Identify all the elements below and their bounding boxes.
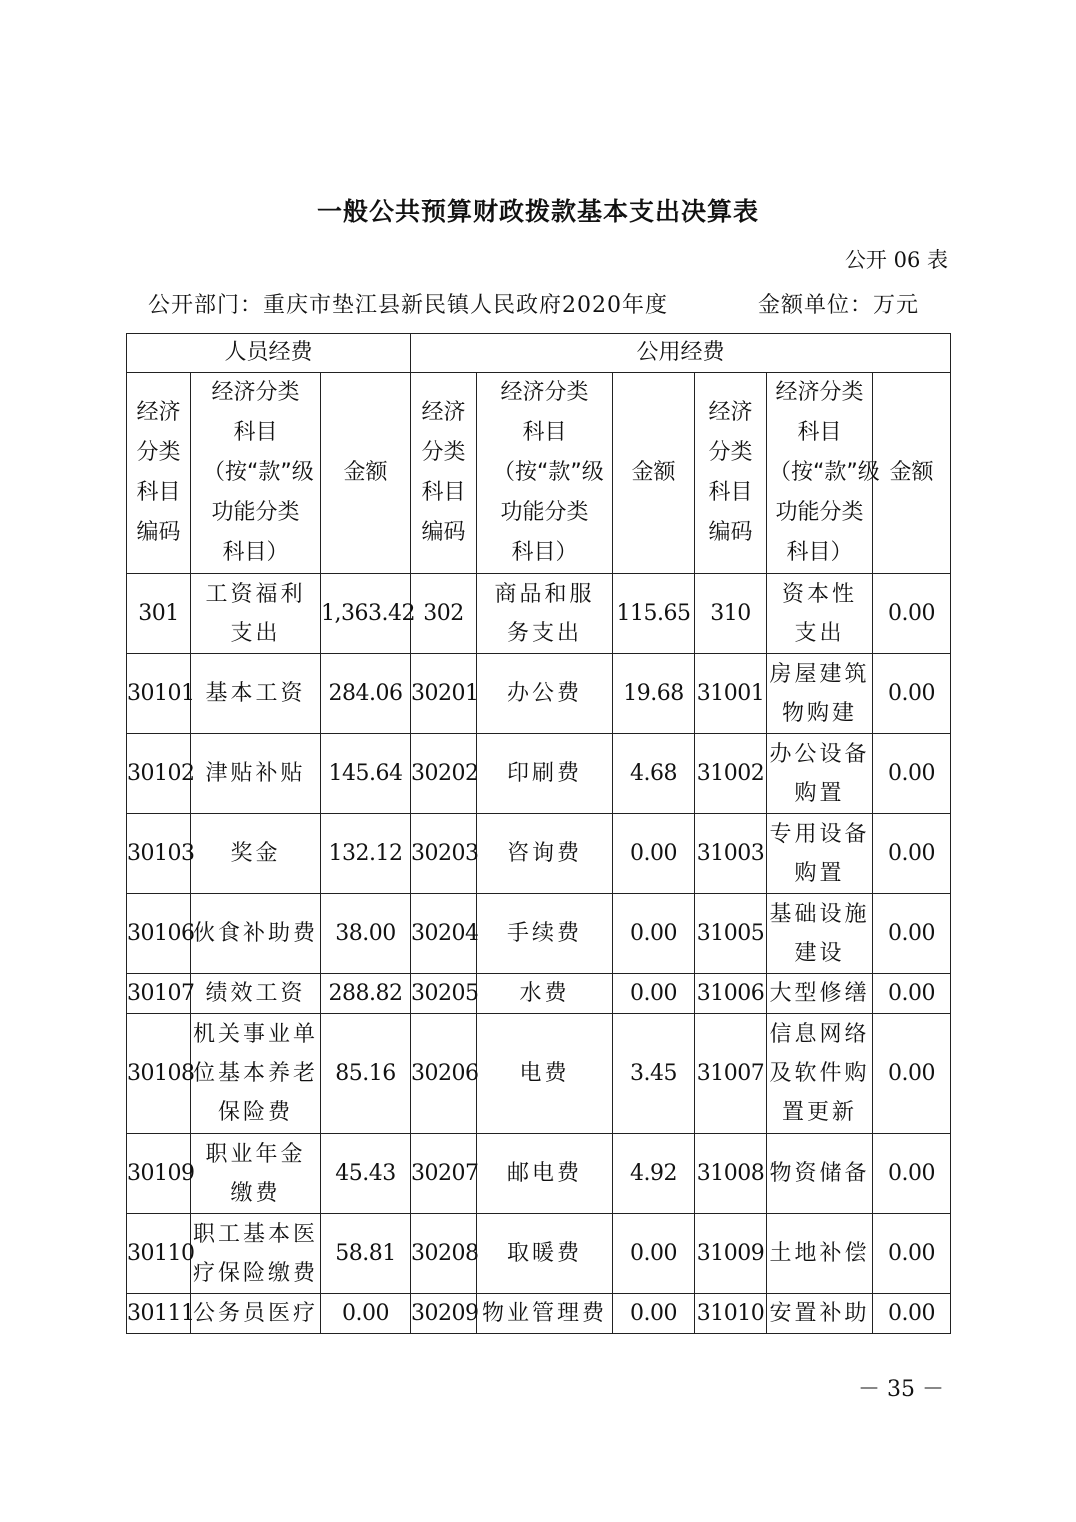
amount-cell: 58.81 bbox=[321, 1214, 411, 1294]
name-cell: 大型修缮 bbox=[767, 974, 873, 1014]
name-cell: 手续费 bbox=[477, 894, 613, 974]
header-code: 经济分类科目编码 bbox=[127, 373, 191, 574]
name-cell: 专用设备购置 bbox=[767, 814, 873, 894]
name-cell: 伙食补助费 bbox=[191, 894, 321, 974]
header-name: 经济分类科目（按“款”级功能分类科目） bbox=[767, 373, 873, 574]
name-cell: 职业年金缴费 bbox=[191, 1134, 321, 1214]
code-cell: 310 bbox=[695, 574, 767, 654]
name-cell: 信息网络及软件购置更新 bbox=[767, 1014, 873, 1134]
table-row bbox=[127, 974, 951, 1014]
name-cell: 安置补助 bbox=[767, 1294, 873, 1334]
amount-cell: 145.64 bbox=[321, 734, 411, 814]
table-row bbox=[127, 574, 951, 654]
amount-cell: 115.65 bbox=[613, 574, 695, 654]
code-cell: 31003 bbox=[695, 814, 767, 894]
code-cell: 31005 bbox=[695, 894, 767, 974]
header-amount: 金额 bbox=[873, 373, 951, 574]
amount-cell: 4.68 bbox=[613, 734, 695, 814]
amount-cell: 0.00 bbox=[613, 1214, 695, 1294]
amount-cell: 0.00 bbox=[613, 814, 695, 894]
code-cell: 30203 bbox=[411, 814, 477, 894]
amount-cell: 0.00 bbox=[873, 734, 951, 814]
table-row bbox=[127, 734, 951, 814]
column-header-row bbox=[127, 373, 951, 574]
code-cell: 30103 bbox=[127, 814, 191, 894]
header-code: 经济分类科目编码 bbox=[411, 373, 477, 574]
code-cell: 30108 bbox=[127, 1014, 191, 1134]
code-cell: 31001 bbox=[695, 654, 767, 734]
code-cell: 30111 bbox=[127, 1294, 191, 1334]
amount-cell: 0.00 bbox=[613, 1294, 695, 1334]
header-name: 经济分类科目（按“款”级功能分类科目） bbox=[477, 373, 613, 574]
name-cell: 水费 bbox=[477, 974, 613, 1014]
name-cell: 公务员医疗 bbox=[191, 1294, 321, 1334]
name-cell: 物业管理费 bbox=[477, 1294, 613, 1334]
name-cell: 绩效工资 bbox=[191, 974, 321, 1014]
amount-cell: 288.82 bbox=[321, 974, 411, 1014]
amount-cell: 3.45 bbox=[613, 1014, 695, 1134]
department-label: 公开部门：重庆市垫江县新民镇人民政府2020年度 bbox=[148, 293, 668, 318]
expenditure-table bbox=[126, 333, 951, 1334]
amount-cell: 0.00 bbox=[873, 894, 951, 974]
amount-cell: 0.00 bbox=[873, 574, 951, 654]
name-cell: 土地补偿 bbox=[767, 1214, 873, 1294]
amount-cell: 4.92 bbox=[613, 1134, 695, 1214]
name-cell: 房屋建筑物购建 bbox=[767, 654, 873, 734]
code-cell: 30101 bbox=[127, 654, 191, 734]
code-cell: 30204 bbox=[411, 894, 477, 974]
name-cell: 商品和服务支出 bbox=[477, 574, 613, 654]
header-amount: 金额 bbox=[321, 373, 411, 574]
table-id: 公开 06 表 bbox=[844, 248, 948, 272]
code-cell: 301 bbox=[127, 574, 191, 654]
amount-cell: 284.06 bbox=[321, 654, 411, 734]
code-cell: 30206 bbox=[411, 1014, 477, 1134]
amount-cell: 0.00 bbox=[873, 814, 951, 894]
name-cell: 奖金 bbox=[191, 814, 321, 894]
code-cell: 30106 bbox=[127, 894, 191, 974]
table-row bbox=[127, 1214, 951, 1294]
name-cell: 工资福利支出 bbox=[191, 574, 321, 654]
amount-cell: 0.00 bbox=[321, 1294, 411, 1334]
name-cell: 办公设备购置 bbox=[767, 734, 873, 814]
table-row bbox=[127, 654, 951, 734]
name-cell: 办公费 bbox=[477, 654, 613, 734]
amount-cell: 0.00 bbox=[873, 1134, 951, 1214]
report-meta bbox=[148, 288, 938, 319]
amount-unit: 金额单位：万元 bbox=[758, 293, 920, 318]
section-personnel: 人员经费 bbox=[127, 334, 411, 373]
table-row bbox=[127, 1134, 951, 1214]
code-cell: 30102 bbox=[127, 734, 191, 814]
code-cell: 30205 bbox=[411, 974, 477, 1014]
table-row bbox=[127, 814, 951, 894]
header-name: 经济分类科目（按“款”级功能分类科目） bbox=[191, 373, 321, 574]
name-cell: 咨询费 bbox=[477, 814, 613, 894]
name-cell: 基础设施建设 bbox=[767, 894, 873, 974]
code-cell: 30209 bbox=[411, 1294, 477, 1334]
table-row bbox=[127, 894, 951, 974]
code-cell: 30207 bbox=[411, 1134, 477, 1214]
amount-cell: 0.00 bbox=[873, 654, 951, 734]
amount-cell: 0.00 bbox=[873, 1294, 951, 1334]
amount-cell: 0.00 bbox=[873, 1014, 951, 1134]
amount-cell: 0.00 bbox=[873, 974, 951, 1014]
table-row bbox=[127, 1014, 951, 1134]
code-cell: 31007 bbox=[695, 1014, 767, 1134]
code-cell: 30201 bbox=[411, 654, 477, 734]
code-cell: 31010 bbox=[695, 1294, 767, 1334]
amount-cell: 0.00 bbox=[613, 974, 695, 1014]
amount-cell: 38.00 bbox=[321, 894, 411, 974]
code-cell: 30109 bbox=[127, 1134, 191, 1214]
name-cell: 基本工资 bbox=[191, 654, 321, 734]
name-cell: 电费 bbox=[477, 1014, 613, 1134]
code-cell: 30110 bbox=[127, 1214, 191, 1294]
header-amount: 金额 bbox=[613, 373, 695, 574]
header-code: 经济分类科目编码 bbox=[695, 373, 767, 574]
name-cell: 印刷费 bbox=[477, 734, 613, 814]
name-cell: 津贴补贴 bbox=[191, 734, 321, 814]
name-cell: 职工基本医疗保险缴费 bbox=[191, 1214, 321, 1294]
code-cell: 31006 bbox=[695, 974, 767, 1014]
name-cell: 取暖费 bbox=[477, 1214, 613, 1294]
name-cell: 机关事业单位基本养老保险费 bbox=[191, 1014, 321, 1134]
amount-cell: 19.68 bbox=[613, 654, 695, 734]
name-cell: 资本性支出 bbox=[767, 574, 873, 654]
name-cell: 邮电费 bbox=[477, 1134, 613, 1214]
code-cell: 31009 bbox=[695, 1214, 767, 1294]
section-public: 公用经费 bbox=[411, 334, 951, 373]
amount-cell: 0.00 bbox=[873, 1214, 951, 1294]
code-cell: 30208 bbox=[411, 1214, 477, 1294]
page-number: － 35 － bbox=[858, 1377, 944, 1402]
code-cell: 30202 bbox=[411, 734, 477, 814]
code-cell: 30107 bbox=[127, 974, 191, 1014]
amount-cell: 0.00 bbox=[613, 894, 695, 974]
amount-cell: 45.43 bbox=[321, 1134, 411, 1214]
section-header-row bbox=[127, 334, 951, 373]
amount-cell: 1,363.42 bbox=[321, 574, 411, 654]
code-cell: 31008 bbox=[695, 1134, 767, 1214]
name-cell: 物资储备 bbox=[767, 1134, 873, 1214]
amount-cell: 132.12 bbox=[321, 814, 411, 894]
code-cell: 302 bbox=[411, 574, 477, 654]
amount-cell: 85.16 bbox=[321, 1014, 411, 1134]
report-title: 一般公共预算财政拨款基本支出决算表 bbox=[316, 197, 759, 226]
code-cell: 31002 bbox=[695, 734, 767, 814]
table-row bbox=[127, 1294, 951, 1334]
